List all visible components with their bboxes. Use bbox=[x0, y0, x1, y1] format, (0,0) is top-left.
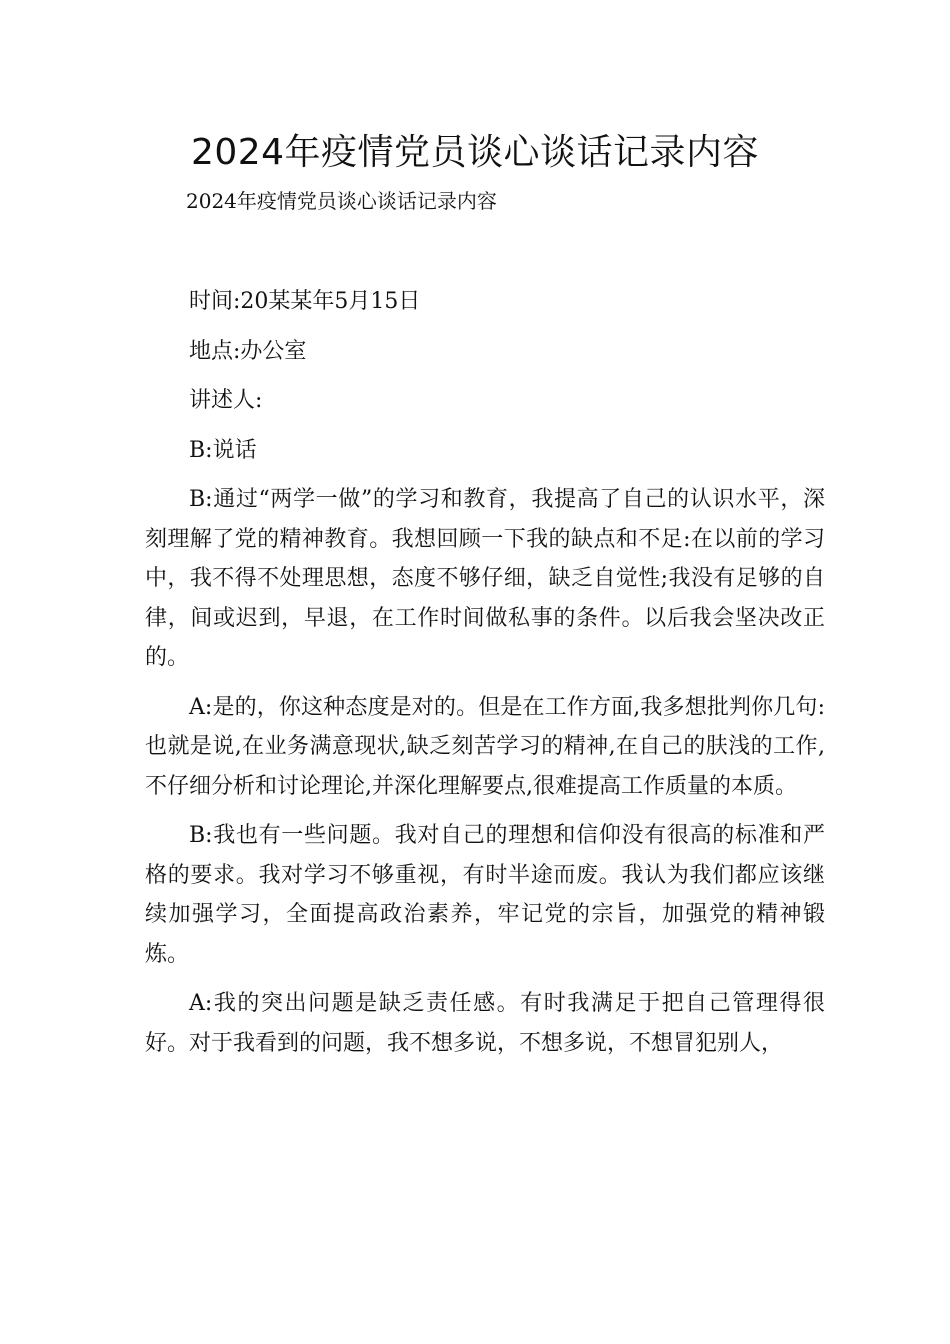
meta-time: 时间:20某某年5月15日 bbox=[189, 289, 421, 314]
document-body bbox=[145, 282, 825, 1073]
document-subtitle: 2024年疫情党员谈心谈话记录内容 bbox=[186, 189, 497, 213]
dialogue-paragraph: A:我的突出问题是缺乏责任感。有时我满足于把自己管理得很好。对于我看到的问题，我不想多说，不想多说，不想冒犯别人， bbox=[145, 991, 825, 1056]
dialogue-line: B:说话 bbox=[189, 437, 257, 463]
meta-location: 地点:办公室 bbox=[189, 338, 307, 364]
dialogue-paragraph: B:通过“两学一做”的学习和教育，我提高了自己的认识水平，深刻理解了党的精神教育。我想回顾一下我的缺点和不足:在以前的学习中，我不得不处理思想，态度不够仔细，缺乏自觉性;我没有足够的自律，间或迟到，早退，在工作时间做私事的条件。以后我会坚决改正的。 bbox=[145, 487, 825, 670]
dialogue-paragraph: A:是的，你这种态度是对的。但是在工作方面,我多想批判你几句:也就是说,在业务满意现状,缺乏刻苦学习的精神,在自己的肤浅的工作,不仔细分析和讨论理论,并深化理解要点,很难提高工作质量的本质。 bbox=[145, 694, 825, 799]
meta-speaker: 讲述人: bbox=[189, 388, 263, 413]
dialogue-paragraph: B:我也有一些问题。我对自己的理想和信仰没有很高的标准和严格的要求。我对学习不够重视，有时半途而废。我认为我们都应该继续加强学习，全面提高政治素养，牢记党的宗旨，加强党的精神锻炼。 bbox=[145, 823, 825, 967]
document-title: 2024年疫情党员谈心谈话记录内容 bbox=[190, 132, 760, 173]
